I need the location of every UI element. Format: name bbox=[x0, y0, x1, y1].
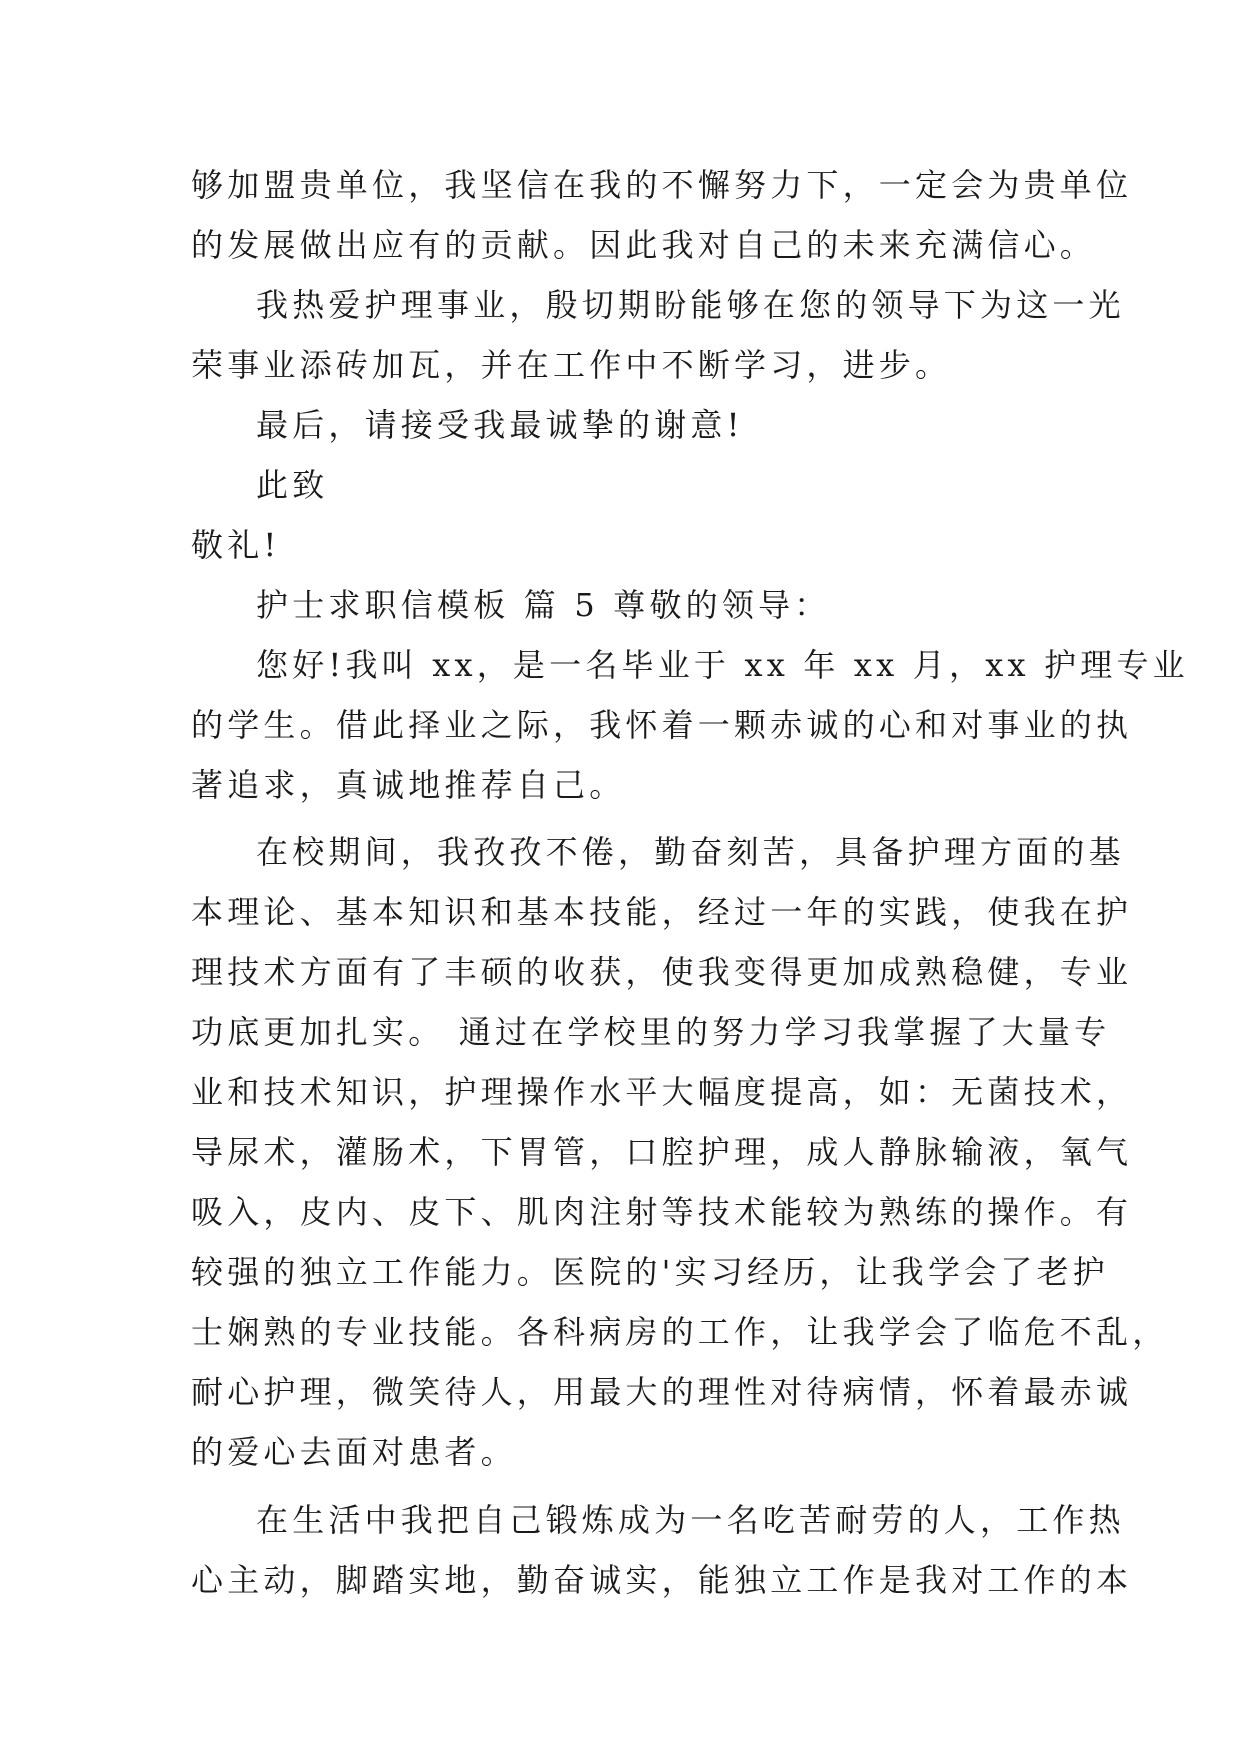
text-line: 耐心护理，微笑待人，用最大的理性对待病情，怀着最赤诚 bbox=[191, 1373, 1133, 1411]
text-line: 够加盟贵单位，我坚信在我的不懈努力下，一定会为贵单位 bbox=[191, 166, 1133, 204]
text-line: 的爱心去面对患者。 bbox=[191, 1433, 517, 1471]
section-heading: 护士求职信模板 篇 5 尊敬的领导： bbox=[256, 586, 831, 624]
text-line: 在生活中我把自己锻炼成为一名吃苦耐劳的人，工作热 bbox=[256, 1501, 1125, 1539]
text-line: 我热爱护理事业，殷切期盼能够在您的领导下为这一光 bbox=[256, 286, 1125, 324]
text-line: 您好!我叫 xx，是一名毕业于 xx 年 xx 月，xx 护理专业 bbox=[256, 646, 1189, 684]
text-line: 导尿术，灌肠术，下胃管，口腔护理，成人静脉输液，氧气 bbox=[191, 1133, 1133, 1171]
text-line: 业和技术知识，护理操作水平大幅度提高，如：无菌技术， bbox=[191, 1073, 1133, 1111]
text-line: 的学生。借此择业之际，我怀着一颗赤诚的心和对事业的执 bbox=[191, 706, 1133, 744]
text-line: 最后，请接受我最诚挚的谢意! bbox=[256, 406, 744, 444]
text-line: 荣事业添砖加瓦，并在工作中不断学习，进步。 bbox=[191, 346, 952, 384]
text-line: 理技术方面有了丰硕的收获，使我变得更加成熟稳健，专业 bbox=[191, 953, 1133, 991]
text-line: 此致 bbox=[256, 466, 329, 504]
text-line: 心主动，脚踏实地，勤奋诚实，能独立工作是我对工作的本 bbox=[191, 1561, 1133, 1599]
text-line: 在校期间，我孜孜不倦，勤奋刻苦，具备护理方面的基 bbox=[256, 833, 1125, 871]
text-line: 吸入，皮内、皮下、肌肉注射等技术能较为熟练的操作。有 bbox=[191, 1193, 1133, 1231]
text-line: 本理论、基本知识和基本技能，经过一年的实践，使我在护 bbox=[191, 893, 1133, 931]
text-line: 士娴熟的专业技能。各科病房的工作，让我学会了临危不乱， bbox=[191, 1313, 1169, 1351]
text-line: 较强的独立工作能力。医院的'实习经历，让我学会了老护 bbox=[191, 1253, 1109, 1291]
text-line: 功底更加扎实。 通过在学校里的努力学习我掌握了大量专 bbox=[191, 1013, 1111, 1051]
text-line: 敬礼! bbox=[191, 526, 281, 564]
text-line: 著追求，真诚地推荐自己。 bbox=[191, 766, 626, 804]
text-line: 的发展做出应有的贡献。因此我对自己的未来充满信心。 bbox=[191, 226, 1097, 264]
